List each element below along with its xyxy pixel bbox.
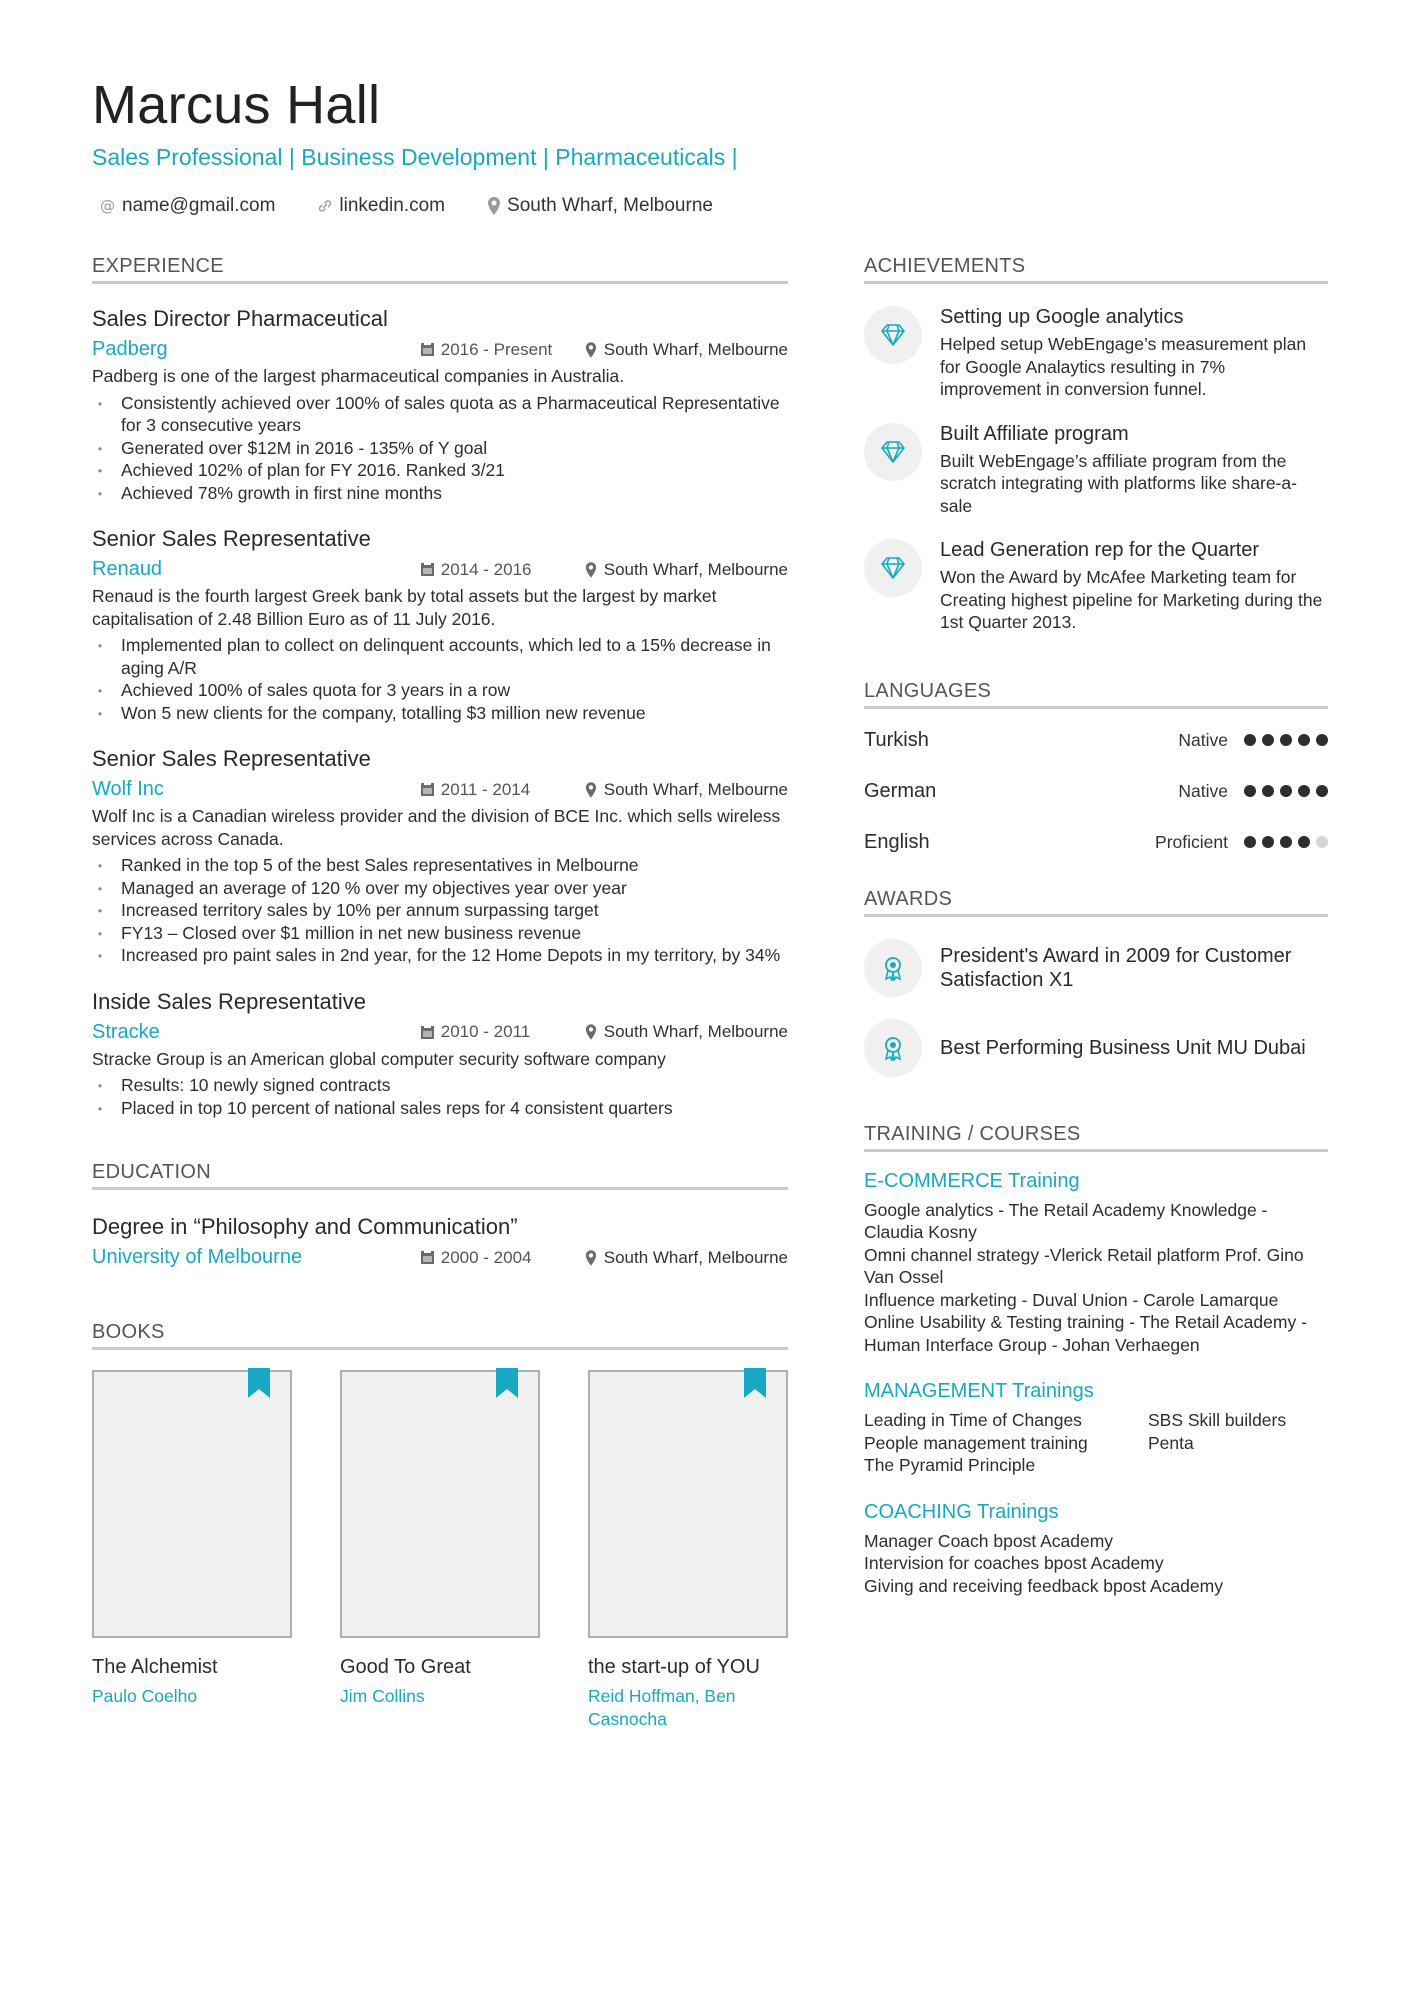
book-cover bbox=[588, 1370, 788, 1638]
left-column bbox=[92, 255, 788, 1730]
company-description: Renaud is the fourth largest Greek bank by total assets but the largest by market capitalisation of 2.48 Billion Euro as of 11 July 2016. bbox=[92, 586, 717, 629]
book-cover bbox=[340, 1370, 540, 1638]
bullet-item: • Ranked in the top 5 of the best Sales representatives in Melbourne bbox=[92, 854, 788, 877]
contact-bar bbox=[92, 195, 1322, 217]
ecommerce-training-title: E-COMMERCE Training bbox=[864, 1169, 1080, 1192]
job-dates-text: 2011 - 2014 bbox=[440, 779, 531, 799]
job-meta bbox=[92, 778, 788, 801]
management-training-title: MANAGEMENT Trainings bbox=[864, 1380, 1094, 1402]
education-location bbox=[585, 1248, 788, 1268]
job-dates bbox=[420, 340, 585, 360]
contact-location bbox=[479, 195, 713, 217]
experience-entry bbox=[92, 989, 788, 1120]
training-heading: TRAINING / COURSES bbox=[864, 1123, 1328, 1152]
calendar-icon bbox=[420, 782, 435, 797]
award-text: President's Award in 2009 for Customer Satisfaction X1 bbox=[940, 944, 1292, 991]
rating-dot bbox=[1244, 836, 1256, 848]
rating-dot bbox=[1244, 785, 1256, 797]
job-bullets bbox=[92, 392, 788, 505]
job-location bbox=[585, 340, 788, 360]
management-training-item: The Pyramid Principle bbox=[864, 1455, 1036, 1475]
company-description: Stracke Group is an American global computer security software company bbox=[92, 1048, 666, 1069]
ecommerce-training-item: Google analytics - The Retail Academy Knowledge - Claudia Kosny bbox=[864, 1199, 1268, 1242]
rating-dot bbox=[1316, 836, 1328, 848]
experience-heading: EXPERIENCE bbox=[92, 255, 788, 284]
ecommerce-training-item: Online Usability & Testing training - The Retail Academy - Human Interface Group - Johan Verhaegen bbox=[864, 1312, 1307, 1355]
bullet-item: • Consistently achieved over 100% of sales quota as a Pharmaceutical Representative for 3 consecutive years bbox=[92, 392, 788, 437]
bullet-item: • Achieved 100% of sales quota for 3 years in a row bbox=[92, 679, 788, 702]
education-heading: EDUCATION bbox=[92, 1161, 788, 1190]
ecommerce-training-item: Influence marketing - Duval Union - Carole Lamarque bbox=[864, 1289, 1279, 1310]
books-heading: BOOKS bbox=[92, 1321, 788, 1350]
book-bookmark bbox=[496, 1368, 518, 1403]
contact-linkedin[interactable] bbox=[309, 195, 445, 217]
management-left-column bbox=[864, 1409, 1148, 1477]
coaching-training-title: COACHING Trainings bbox=[864, 1500, 1059, 1523]
rating-dot bbox=[1280, 734, 1292, 746]
language-row bbox=[864, 766, 1328, 817]
experience-entry bbox=[92, 526, 788, 724]
achievement-icon-badge bbox=[864, 539, 922, 597]
svg-text:@: @ bbox=[100, 198, 115, 214]
book-title: Good To Great bbox=[340, 1656, 471, 1678]
calendar-icon bbox=[420, 562, 435, 577]
bookmark-icon bbox=[248, 1368, 270, 1398]
map-pin-icon bbox=[585, 562, 597, 578]
achievement-description: Won the Award by McAfee Marketing team for Creating highest pipeline for Marketing during the 1st Quarter 2013. bbox=[940, 567, 1323, 632]
achievement-icon-badge bbox=[864, 306, 922, 364]
job-title: Senior Sales Representative bbox=[92, 526, 371, 551]
job-bullets bbox=[92, 854, 788, 967]
language-row bbox=[864, 715, 1328, 766]
job-meta bbox=[92, 558, 788, 581]
map-pin-icon bbox=[487, 197, 501, 215]
book-author: Paulo Coelho bbox=[92, 1686, 198, 1706]
book-bookmark bbox=[248, 1368, 270, 1403]
language-rating bbox=[1244, 734, 1328, 746]
at-icon bbox=[100, 198, 116, 214]
link-icon bbox=[317, 198, 333, 214]
bullet-item: • Achieved 102% of plan for FY 2016. Ranked 3/21 bbox=[92, 459, 788, 482]
job-dates bbox=[420, 780, 585, 800]
rating-dot bbox=[1262, 734, 1274, 746]
rating-dot bbox=[1262, 836, 1274, 848]
education-dates bbox=[420, 1248, 585, 1268]
job-dates bbox=[420, 1022, 585, 1042]
language-rating bbox=[1244, 785, 1328, 797]
award-item bbox=[864, 1019, 1328, 1077]
achievements-heading: ACHIEVEMENTS bbox=[864, 255, 1328, 284]
awards-heading: AWARDS bbox=[864, 888, 1328, 917]
coaching-training-item: Intervision for coaches bpost Academy bbox=[864, 1553, 1164, 1573]
book-cover bbox=[92, 1370, 292, 1638]
book-title: The Alchemist bbox=[92, 1656, 218, 1678]
location-text: South Wharf, Melbourne bbox=[507, 195, 713, 216]
award-ribbon-icon bbox=[882, 955, 904, 981]
achievement-title: Built Affiliate program bbox=[940, 422, 1129, 445]
management-training-item: Leading in Time of Changes bbox=[864, 1410, 1082, 1430]
book-bookmark bbox=[744, 1368, 766, 1403]
bullet-item: • Implemented plan to collect on delinquent accounts, which led to a 15% decrease in aging A/R bbox=[92, 634, 788, 679]
experience-entry bbox=[92, 306, 788, 504]
job-title: Sales Director Pharmaceutical bbox=[92, 306, 388, 331]
languages-list bbox=[864, 715, 1328, 868]
company-name: Renaud bbox=[92, 558, 163, 580]
achievement-body bbox=[940, 423, 1328, 518]
award-item bbox=[864, 939, 1328, 997]
book-author: Reid Hoffman, Ben Casnocha bbox=[588, 1686, 736, 1729]
diamond-icon bbox=[881, 441, 905, 463]
calendar-icon bbox=[420, 1025, 435, 1040]
education-meta bbox=[92, 1246, 788, 1269]
ecommerce-training-list bbox=[864, 1199, 1328, 1357]
job-bullets bbox=[92, 634, 788, 724]
ecommerce-training-item: Omni channel strategy -Vlerick Retail platform Prof. Gino Van Ossel bbox=[864, 1244, 1304, 1287]
management-training-list bbox=[864, 1409, 1328, 1477]
award-icon-badge bbox=[864, 1019, 922, 1077]
achievement-item bbox=[864, 539, 1328, 634]
job-location bbox=[585, 1022, 788, 1042]
bookmark-icon bbox=[496, 1368, 518, 1398]
job-title: Senior Sales Representative bbox=[92, 746, 371, 771]
achievement-item bbox=[864, 306, 1328, 401]
bullet-item: • Increased territory sales by 10% per annum surpassing target bbox=[92, 899, 788, 922]
job-dates-text: 2010 - 2011 bbox=[440, 1022, 531, 1041]
language-level: Proficient bbox=[1155, 831, 1228, 852]
books-list bbox=[92, 1370, 788, 1730]
book-title: the start-up of YOU bbox=[588, 1656, 760, 1678]
map-pin-icon bbox=[585, 1024, 597, 1040]
language-rating bbox=[1244, 836, 1328, 848]
degree: Degree in “Philosophy and Communication” bbox=[92, 1214, 518, 1239]
headline: Sales Professional | Business Development | Pharmaceuticals | bbox=[92, 144, 738, 170]
job-location-text: South Wharf, Melbourne bbox=[603, 559, 788, 579]
map-pin-icon bbox=[585, 1250, 597, 1266]
company-name: Wolf Inc bbox=[92, 778, 164, 800]
rating-dot bbox=[1280, 785, 1292, 797]
bullet-item: • FY13 – Closed over $1 million in net new business revenue bbox=[92, 922, 788, 945]
achievement-body bbox=[940, 306, 1328, 401]
book-card bbox=[92, 1370, 292, 1730]
languages-heading: LANGUAGES bbox=[864, 680, 1328, 709]
right-column bbox=[864, 255, 1328, 1597]
book-author: Jim Collins bbox=[340, 1686, 425, 1706]
award-text: Best Performing Business Unit MU Dubai bbox=[940, 1036, 1306, 1059]
rating-dot bbox=[1298, 836, 1310, 848]
bullet-item: • Managed an average of 120 % over my objectives year over year bbox=[92, 877, 788, 900]
bullet-item: • Won 5 new clients for the company, totalling $3 million new revenue bbox=[92, 702, 788, 725]
achievement-description: Built WebEngage’s affiliate program from the scratch integrating with platforms like share-a-sale bbox=[940, 450, 1297, 516]
candidate-name: Marcus Hall bbox=[92, 75, 381, 135]
job-title: Inside Sales Representative bbox=[92, 988, 366, 1014]
bullet-item: • Results: 10 newly signed contracts bbox=[92, 1074, 788, 1097]
calendar-icon bbox=[420, 1250, 435, 1265]
map-pin-icon bbox=[585, 342, 597, 358]
job-dates-text: 2014 - 2016 bbox=[440, 559, 532, 579]
language-name: German bbox=[864, 779, 937, 802]
email-text: name@gmail.com bbox=[122, 195, 276, 216]
diamond-icon bbox=[881, 324, 905, 346]
job-location-text: South Wharf, Melbourne bbox=[603, 339, 788, 359]
calendar-icon bbox=[420, 342, 435, 357]
award-icon-badge bbox=[864, 939, 922, 997]
education-location-text: South Wharf, Melbourne bbox=[603, 1247, 788, 1267]
award-ribbon-icon bbox=[882, 1035, 904, 1061]
company-description: Wolf Inc is a Canadian wireless provider and the division of BCE Inc. which sells wireless services across Canada. bbox=[92, 806, 781, 849]
book-card bbox=[340, 1370, 540, 1730]
rating-dot bbox=[1262, 785, 1274, 797]
company-name: Stracke bbox=[92, 1020, 160, 1043]
job-location-text: South Wharf, Melbourne bbox=[603, 779, 788, 799]
management-right-column bbox=[1148, 1409, 1328, 1477]
job-meta bbox=[92, 1021, 788, 1044]
job-location bbox=[585, 560, 788, 580]
book-card bbox=[588, 1370, 788, 1730]
management-training-item: SBS Skill builders bbox=[1148, 1410, 1287, 1430]
rating-dot bbox=[1280, 836, 1292, 848]
bookmark-icon bbox=[744, 1368, 766, 1398]
achievement-icon-badge bbox=[864, 423, 922, 481]
rating-dot bbox=[1298, 734, 1310, 746]
bullet-item: • Increased pro paint sales in 2nd year, for the 12 Home Depots in my territory, by 34% bbox=[92, 944, 788, 967]
experience-list bbox=[92, 306, 788, 1119]
achievement-body bbox=[940, 539, 1328, 634]
achievement-item bbox=[864, 423, 1328, 518]
experience-entry bbox=[92, 746, 788, 967]
bullet-item: • Achieved 78% growth in first nine months bbox=[92, 482, 788, 505]
management-training-item: Penta bbox=[1148, 1432, 1194, 1453]
job-dates-text: 2016 - Present bbox=[440, 339, 553, 359]
management-training-item: People management training bbox=[864, 1432, 1088, 1453]
contact-email[interactable] bbox=[92, 195, 275, 217]
resume-header bbox=[92, 70, 1322, 217]
education-entry bbox=[92, 1214, 788, 1269]
achievement-description: Helped setup WebEngage’s measurement plan for Google Analaytics resulting in 7% improvement in conversion funnel. bbox=[940, 334, 1307, 399]
coaching-training-list bbox=[864, 1530, 1328, 1598]
awards-list bbox=[864, 939, 1328, 1077]
job-bullets bbox=[92, 1074, 788, 1119]
diamond-icon bbox=[881, 557, 905, 579]
education-dates-text: 2000 - 2004 bbox=[440, 1247, 532, 1267]
job-dates bbox=[420, 560, 585, 580]
achievements-list bbox=[864, 306, 1328, 634]
achievement-title: Setting up Google analytics bbox=[940, 306, 1184, 328]
rating-dot bbox=[1244, 734, 1256, 746]
linkedin-text: linkedin.com bbox=[339, 195, 446, 216]
rating-dot bbox=[1298, 785, 1310, 797]
bullet-item: • Placed in top 10 percent of national sales reps for 4 consistent quarters bbox=[92, 1097, 788, 1120]
rating-dot bbox=[1316, 734, 1328, 746]
language-level: Native bbox=[1178, 780, 1228, 801]
rating-dot bbox=[1316, 785, 1328, 797]
coaching-training-item: Manager Coach bpost Academy bbox=[864, 1530, 1114, 1551]
language-row bbox=[864, 817, 1328, 868]
language-name: English bbox=[864, 830, 930, 853]
company-name: Padberg bbox=[92, 338, 168, 360]
job-meta bbox=[92, 338, 788, 361]
map-pin-icon bbox=[585, 782, 597, 798]
language-name: Turkish bbox=[864, 728, 929, 751]
school: University of Melbourne bbox=[92, 1246, 303, 1268]
achievement-title: Lead Generation rep for the Quarter bbox=[940, 539, 1260, 561]
company-description: Padberg is one of the largest pharmaceutical companies in Australia. bbox=[92, 366, 625, 386]
coaching-training-item: Giving and receiving feedback bpost Academy bbox=[864, 1575, 1223, 1596]
job-location-text: South Wharf, Melbourne bbox=[603, 1022, 788, 1041]
job-location bbox=[585, 780, 788, 800]
language-level: Native bbox=[1178, 729, 1228, 750]
bullet-item: • Generated over $12M in 2016 - 135% of Y goal bbox=[92, 437, 788, 460]
